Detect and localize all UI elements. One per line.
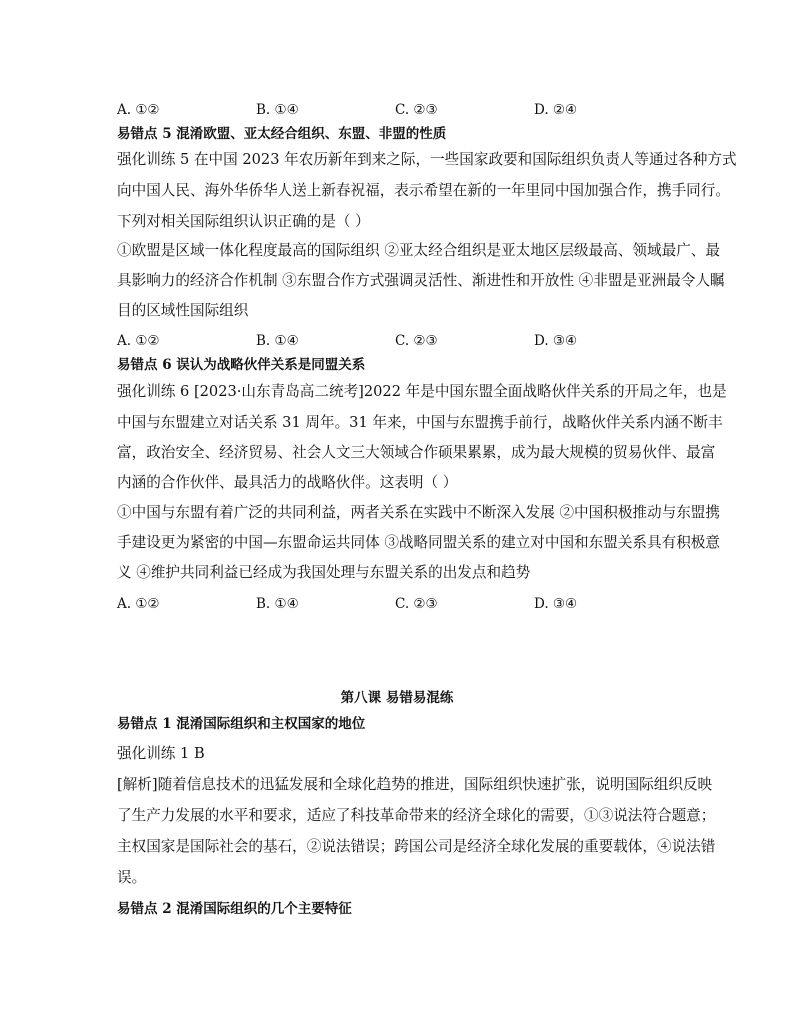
section5-question-line: 向中国人民、海外华侨华人送上新春祝福，表示希望在新的一年里同中国加强合作，携手同行。 [117, 182, 730, 199]
option-b: B. ①④ [256, 333, 299, 349]
answers-point2-heading: 易错点 2 混淆国际组织的几个主要特征 [117, 901, 352, 917]
section6-question-line: 中国与东盟建立对话关系 31 周年。31 年来，中国与东盟携手前行，战略伙伴关系内涵不断丰 [117, 414, 723, 431]
option-c: C. ②③ [395, 333, 438, 349]
section6-question-line: 强化训练 6 [2023·山东青岛高二统考]2022 年是中国东盟全面战略伙伴关系的开局之年，也是 [117, 383, 727, 400]
analysis-line: 误。 [117, 869, 147, 886]
section5-options [117, 331, 677, 351]
section6-question-line: 富，政治安全、经济贸易、社会人文三大领域合作硕果累累，成为最大规模的贸易伙伴、最富 [117, 444, 716, 461]
analysis-line: [解析]随着信息技术的迅猛发展和全球化趋势的推进，国际组织快速扩张，说明国际组织反映 [117, 776, 713, 793]
option-b: B. ①④ [256, 102, 299, 118]
section6-options [117, 594, 677, 614]
section5-question-line: 强化训练 5 在中国 2023 年农历新年到来之际，一些国家政要和国际组织负责人等通过各种方式 [117, 151, 737, 168]
option-a: A. ①② [117, 596, 160, 612]
section6-statement-line: 手建设更为紧密的中国—东盟命运共同体 ③战略同盟关系的建立对中国和东盟关系具有积极意 [117, 534, 720, 551]
section6-statement-line: ①中国与东盟有着广泛的共同利益，两者关系在实践中不断深入发展 ②中国积极推动与东盟携 [117, 504, 720, 521]
section5-question-line: 下列对相关国际组织认识正确的是（ ） [117, 213, 370, 230]
option-c: C. ②③ [395, 102, 438, 118]
analysis-line: 主权国家是国际社会的基石，②说法错误；跨国公司是经济全球化发展的重要载体，④说法错 [117, 838, 716, 855]
answers-point1-heading: 易错点 1 混淆国际组织和主权国家的地位 [117, 716, 366, 732]
option-c: C. ②③ [395, 596, 438, 612]
option-a: A. ①② [117, 333, 160, 349]
option-d: D. ③④ [534, 333, 578, 349]
section6-question-line: 内涵的合作伙伴、最具活力的战略伙伴。这表明（ ） [117, 474, 458, 491]
section5-statement-line: 具影响力的经济合作机制 ③东盟合作方式强调灵活性、渐进性和开放性 ④非盟是亚洲最令人瞩 [117, 272, 725, 289]
option-b: B. ①④ [256, 596, 299, 612]
section6-heading: 易错点 6 误认为战略伙伴关系是同盟关系 [117, 357, 366, 373]
section5-heading: 易错点 5 混淆欧盟、亚太经合组织、东盟、非盟的性质 [117, 126, 447, 142]
options-row-top [117, 100, 677, 120]
section5-statement-line: ①欧盟是区域一体化程度最高的国际组织 ②亚太经合组织是亚太地区层级最高、领域最广、最 [117, 242, 720, 259]
section6-statement-line: 义 ④维护共同利益已经成为我国处理与东盟关系的出发点和趋势 [117, 564, 531, 581]
answers-training1: 强化训练 1 B [117, 745, 205, 762]
option-a: A. ①② [117, 102, 160, 118]
option-d: D. ③④ [534, 596, 578, 612]
answers-title: 第八课 易错易混练 [340, 690, 454, 706]
option-d: D. ②④ [534, 102, 578, 118]
analysis-line: 了生产力发展的水平和要求，适应了科技革命带来的经济全球化的需要，①③说法符合题意； [117, 807, 716, 824]
section5-statement-line: 目的区域性国际组织 [117, 302, 249, 319]
